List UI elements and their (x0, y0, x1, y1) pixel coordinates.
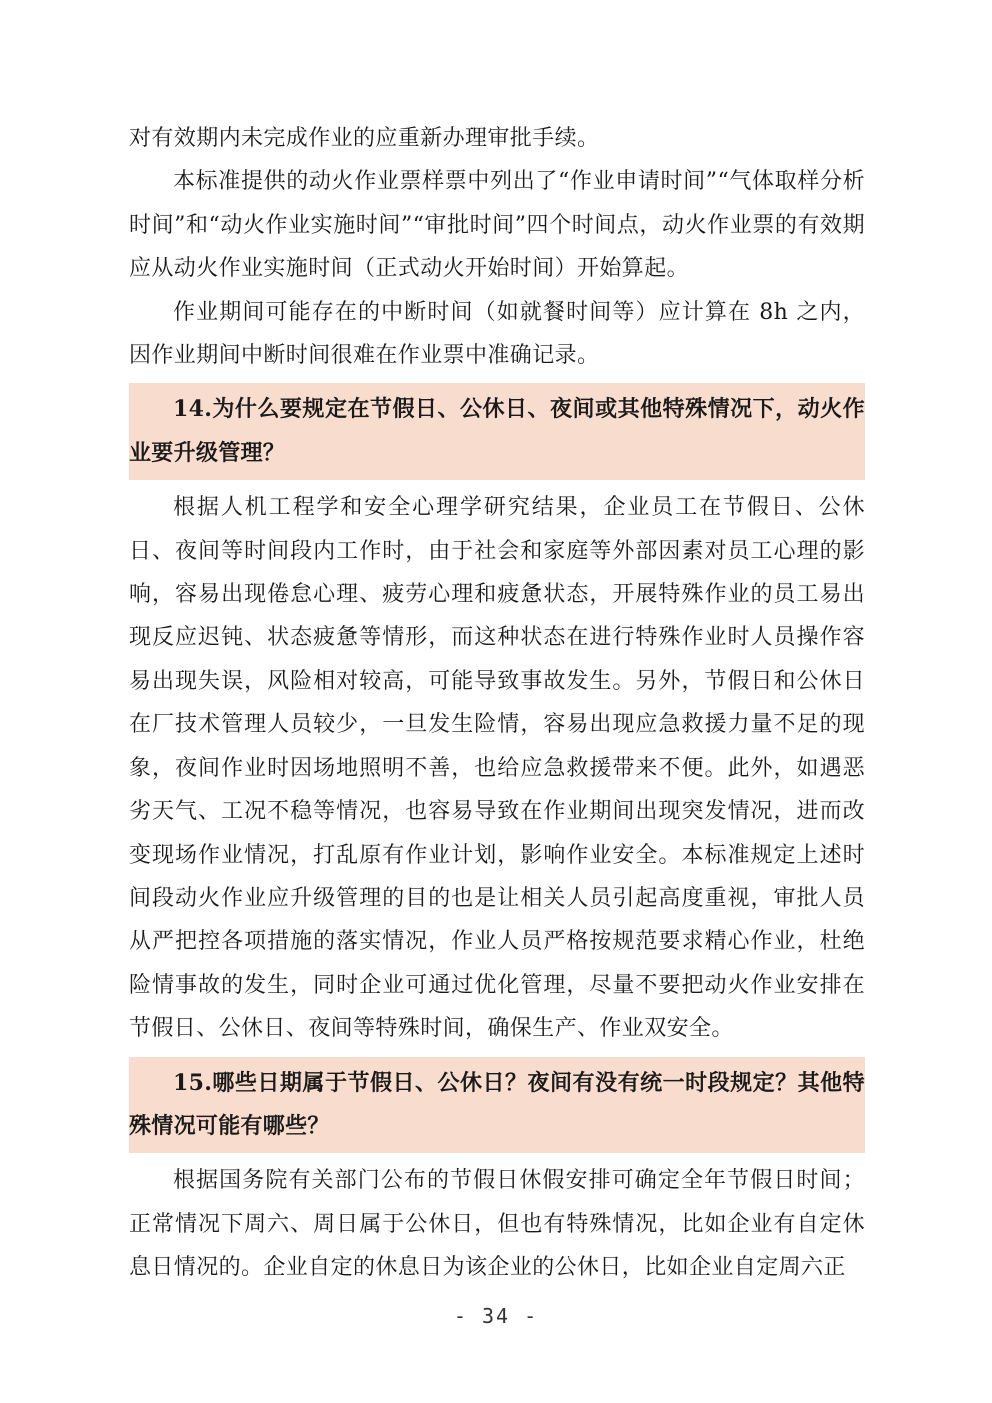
paragraph-interruption: 作业期间可能存在的中断时间（如就餐时间等）应计算在 8h 之内，因作业期间中断时间很难在作业票中准确记录。 (129, 299, 865, 369)
page-content (129, 117, 865, 1290)
answer-15-paragraph: 根据国务院有关部门公布的节假日休假安排可确定全年节假日时间；正常情况下周六、周日属于公休日，但也有特殊情况，比如企业有自定休息日情况的。企业自定的休息日为该企业的公休日，比如企业自定周六正 (129, 1168, 865, 1281)
question-15-heading: 15.哪些日期属于节假日、公休日？夜间有没有统一时段规定？其他特殊情况可能有哪些？ (129, 1069, 865, 1139)
answer-14-paragraph: 根据人机工程学和安全心理学研究结果，企业员工在节假日、公休日、夜间等时间段内工作时，由于社会和家庭等外部因素对员工心理的影响，容易出现倦怠心理、疲劳心理和疲惫状态，开展特殊作业的员工易出现反应迟钝、状态疲惫等情形，而这种状态在进行特殊作业时人员操作容易出现失误，风险相对较高，可能导致事故发生。另外，节假日和公休日在厂技术管理人员较少，一旦发生险情，容易出现应急救援力量不足的现象，夜间作业时因场地照明不善，也给应急救援带来不便。此外，如遇恶劣天气、工况不稳等情况，也容易导致在作业期间出现突发情况，进而改变现场作业情况，打乱原有作业计划，影响作业安全。本标准规定上述时间段动火作业应升级管理的目的也是让相关人员引起高度重视，审批人员从严把控各项措施的落实情况，作业人员严格按规范要求精心作业，杜绝险情事故的发生，同时企业可通过优化管理，尽量不要把动火作业安排在节假日、公休日、夜间等特殊时间，确保生产、作业双安全。 (129, 495, 865, 1042)
paragraph-continuation: 对有效期内未完成作业的应重新办理审批手续。 (129, 126, 600, 151)
question-15-box (129, 1057, 865, 1154)
question-14-heading: 14.为什么要规定在节假日、公休日、夜间或其他特殊情况下，动火作业要升级管理？ (129, 396, 865, 466)
question-14-box (129, 383, 865, 480)
paragraph-time-points: 本标准提供的动火作业票样票中列出了“作业申请时间”“气体取样分析时间”和“动火作业实施时间”“审批时间”四个时间点，动火作业票的有效期应从动火作业实施时间（正式动火开始时间）开始算起。 (129, 169, 865, 282)
page-number: - 34 - (453, 1304, 539, 1328)
